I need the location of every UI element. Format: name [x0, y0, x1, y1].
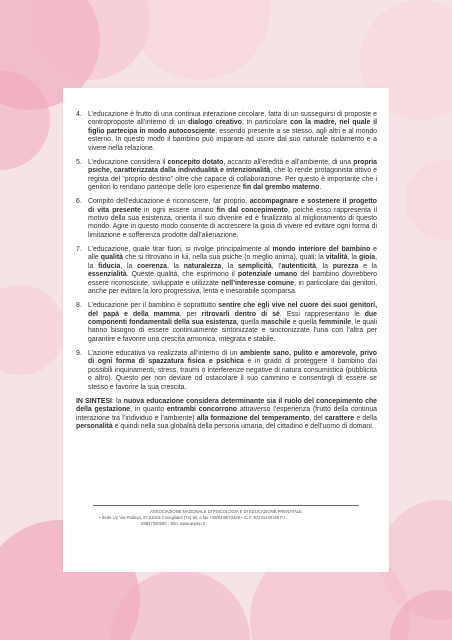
- bold-text: mondo interiore del bambino: [272, 245, 371, 253]
- footer-vat-website: 03847320280 - Sito: www.anpep.it: [141, 521, 205, 527]
- bold-text: vitalità: [325, 254, 348, 262]
- text-span: , per: [179, 310, 202, 318]
- bold-text: fin dal grembo materno: [242, 184, 320, 192]
- text-span: , in quanto: [130, 406, 167, 414]
- list-item: [76, 302, 377, 344]
- item-number: 7.: [76, 245, 82, 253]
- item-number: 5.: [76, 158, 82, 166]
- text-span: L’educazione considera il: [88, 158, 168, 166]
- item-number: 9.: [76, 349, 82, 357]
- text-span: e quindi nella sua globalità della persona umana, del cittadino e dell’uomo di domani.: [112, 422, 374, 430]
- text-span: , l’: [271, 262, 282, 270]
- bold-text: potenziale umano: [237, 271, 298, 279]
- text-span: L’azione educativa va realizzata all’interno di un: [88, 349, 241, 357]
- bold-text: ambiente sano, pulito e amorevole, privo di ogni forma di spazzatura fisica e psichica: [88, 349, 377, 366]
- bold-text: femminile: [318, 318, 352, 326]
- text-span: e quella: [290, 318, 319, 326]
- text-span: , la: [347, 254, 359, 262]
- bold-text: essenzialità: [88, 271, 127, 279]
- numbered-list: [76, 111, 377, 392]
- bold-text: nuova educazione considera determinante sia il ruolo del concepimento che della gestazione: [76, 397, 377, 414]
- bold-text: carattere: [324, 414, 355, 422]
- bold-text: qualità: [100, 254, 124, 262]
- text-span: L’educazione per il bambino è soprattutto: [88, 302, 219, 310]
- summary-paragraph: [76, 398, 377, 432]
- text-span: , che lo rende protagonista attivo e regista del “proprio destino” oltre che capace di collaborazione. Per questo è importante che i genitori lo rendano partecipe delle loro esperienze: [88, 167, 378, 192]
- bold-text: coerenza: [137, 262, 167, 270]
- text-span: e alle: [88, 245, 377, 262]
- text-span: e in grado di proteggere il bambino dai possibili inquinamenti, stress, traumi o interferenze negative di natura consumistica (pubblicità o altro). Questo per non deviare od ostacolare il suo cammino e consentirgli di essere se stesso e favorire la sua crescita.: [88, 358, 377, 391]
- bold-text: due componenti fondamentali della sua esistenza: [88, 310, 377, 326]
- bold-text: gioia: [358, 254, 376, 262]
- bold-text: sentire che egli vive nel cuore dei suoi genitori, del papà e della mamma: [88, 302, 377, 318]
- bold-text: maschile: [261, 318, 291, 326]
- text-span: , la: [221, 262, 239, 270]
- footer-address: • Sede c/o Via Padova, 37 31015 Conegliano (Tv) tel. e fax +39/0438/73429 • C. F. 97241240155 P.I.: [99, 515, 287, 521]
- list-item: [76, 159, 377, 193]
- text-span: , in particolare: [241, 119, 291, 127]
- bold-text: naturalezza: [183, 262, 222, 270]
- list-item: [76, 111, 377, 153]
- text-span: in ogni essere umano: [140, 206, 217, 214]
- text-span: . Essi rappresentano le: [279, 310, 365, 318]
- list-item: [76, 198, 377, 240]
- bold-text: semplicità: [238, 262, 272, 270]
- text-span: . Queste qualità, che esprimono il: [126, 271, 238, 279]
- text-span: attraverso l’esperienza (frutto della continua interazione tra l’individuo e l’ambiente): [76, 406, 378, 422]
- bold-text: alla formazione del temperamento: [196, 414, 310, 422]
- bold-text: purezza: [332, 262, 359, 270]
- bold-text: fiducia: [98, 262, 121, 270]
- bold-text: autenticità: [281, 262, 316, 270]
- bold-text: nell’interesse comune: [221, 279, 295, 287]
- bold-text: accompagnare e sostenere il progetto di vita presente: [88, 198, 378, 214]
- bold-text: IN SINTESI: [76, 397, 112, 405]
- bold-text: dialogo creativo: [188, 119, 242, 127]
- text-span: del bambino dovrebbero essere riconosciute, sviluppate e utilizzate: [88, 271, 378, 287]
- bold-text: concepito dotato: [167, 158, 224, 166]
- text-span: , in particolare dai genitori, anche per evitare la loro progressiva, lenta e inesorabile scomparsa.: [88, 279, 377, 296]
- text-span: , le quali hanno bisogno di essere continuamente sintonizzate e sincronizzate l’una con l’altra per garantire e favorire una crescita armonica, integrata e stabile.: [88, 318, 378, 343]
- text-span: Compito dell’educazione è riconoscere, far proprio,: [88, 198, 250, 206]
- text-span: , quella: [236, 318, 262, 326]
- item-number: 6.: [76, 198, 82, 206]
- item-number: 4.: [76, 111, 82, 118]
- text-span: , la: [315, 262, 333, 270]
- list-item: [76, 350, 377, 392]
- text-span: , essendo presente a se stesso, agli altri e al mondo esterno. In questo modo il bambino può imparare ad uscire dal suo naturale isolamento e a vivere nella relazione.: [88, 127, 377, 152]
- text-span: .: [319, 184, 322, 192]
- bold-text: propria psiche, caratterizzata dalla individualità e intenzionalità: [88, 158, 377, 175]
- text-span: , poiché esso rappresenta il motivo della sua esistenza, orienta il suo divenire ed è finalizzato al miglioramento di questo mondo. Agire in questo modo consente di accrescere la gioia di vivere ed evitare ogni forma di limitazione e sofferenza prodotte dall’alienazione.: [88, 206, 377, 239]
- text-span: che si ritrovano in lui, nella sua psiche (o meglio anima), quali: la: [123, 254, 326, 262]
- bold-text: fin dal concepimento: [216, 206, 288, 214]
- text-span: L’educazione è frutto di una continua interazione circolare, fatta di un susseguirsi di proposte e controproposte all’interno di un: [88, 111, 377, 127]
- text-span: e della: [354, 414, 377, 422]
- bold-text: ritrovarli dentro di sé: [201, 310, 280, 318]
- bold-text: personalità: [76, 422, 113, 430]
- list-item: [76, 246, 377, 297]
- text-span: , la: [120, 262, 138, 270]
- text-span: : la: [111, 397, 124, 405]
- text-span: e la: [358, 262, 378, 270]
- item-number: 8.: [76, 302, 82, 310]
- bold-text: entrambi concorrono: [166, 406, 238, 414]
- footer: [93, 505, 359, 528]
- text-span: , la: [166, 262, 184, 270]
- text-span: , accanto all’eredità e all’ambiente, di una: [223, 158, 354, 166]
- footer-association: ASSOCIAZIONE NAZIONALE DI PSICOLOGIA E DI EDUCAZIONE PRENATALE: [150, 509, 302, 514]
- document-body: [76, 111, 377, 431]
- text-span: , del: [309, 414, 325, 422]
- text-span: , la: [88, 254, 377, 270]
- bold-text: con la madre, nel quale il figlio partecipa in modo autocosciente: [88, 119, 378, 135]
- text-span: L’educazione, quale tirar fuori, si rivolge principalmente al: [88, 245, 273, 253]
